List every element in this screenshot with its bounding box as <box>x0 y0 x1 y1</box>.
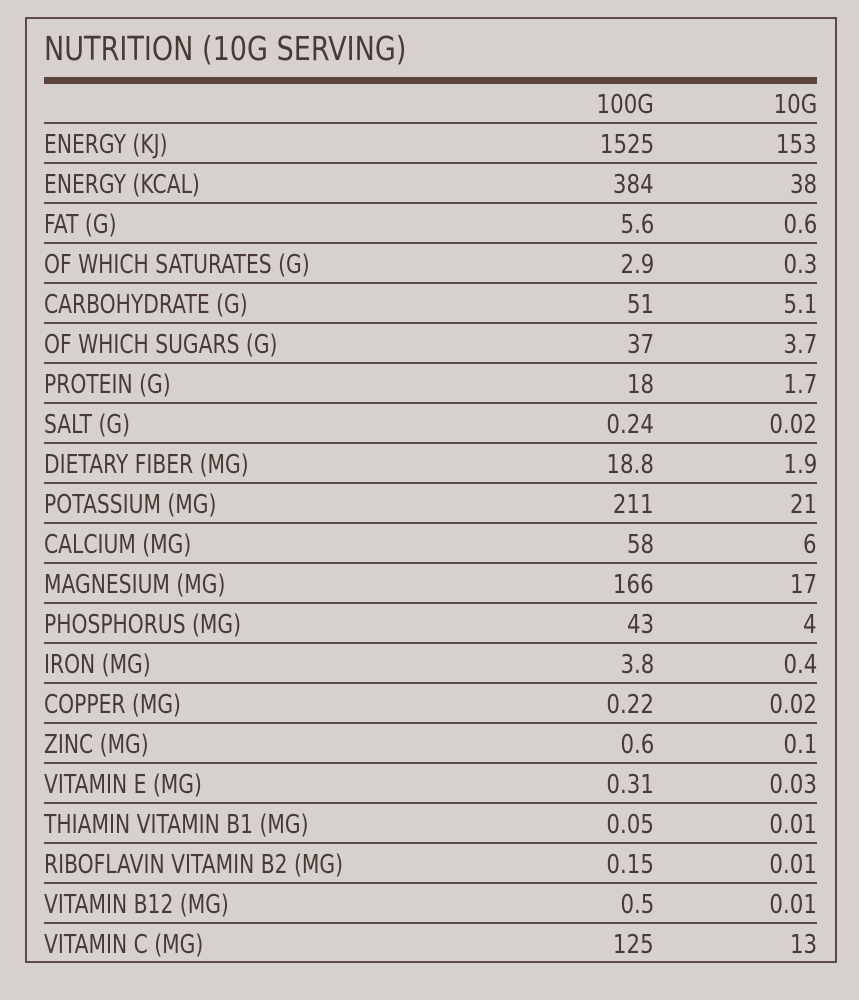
value-per-100g: 384 <box>613 170 654 200</box>
column-header-10g: 10G <box>773 90 817 120</box>
table-row <box>44 764 817 804</box>
nutrient-name: PHOSPHORUS (MG) <box>44 610 242 640</box>
nutrient-name: THIAMIN VITAMIN B1 (MG) <box>44 810 309 840</box>
table-row <box>44 644 817 684</box>
value-per-100g: 37 <box>626 330 654 360</box>
value-per-10g: 153 <box>776 130 817 160</box>
value-per-100g: 43 <box>626 610 654 640</box>
nutrient-name: COPPER (MG) <box>44 690 181 720</box>
table-row <box>44 364 817 404</box>
value-per-10g: 0.3 <box>783 250 817 280</box>
nutrient-name: SALT (G) <box>44 410 131 440</box>
value-per-100g: 18.8 <box>606 450 654 480</box>
nutrient-name: PROTEIN (G) <box>44 370 171 400</box>
value-per-10g: 0.4 <box>783 650 817 680</box>
nutrient-name: VITAMIN C (MG) <box>44 930 204 960</box>
value-per-100g: 125 <box>613 930 654 960</box>
value-per-100g: 0.22 <box>606 690 654 720</box>
nutrient-name: CALCIUM (MG) <box>44 530 192 560</box>
value-per-100g: 0.24 <box>606 410 654 440</box>
nutrient-name: OF WHICH SATURATES (G) <box>44 250 310 280</box>
table-row <box>44 924 817 962</box>
table-row <box>44 404 817 444</box>
value-per-10g: 38 <box>789 170 817 200</box>
value-per-100g: 58 <box>626 530 654 560</box>
title-divider <box>44 77 817 84</box>
table-row <box>44 684 817 724</box>
value-per-10g: 5.1 <box>783 290 817 320</box>
value-per-10g: 21 <box>789 490 817 520</box>
value-per-100g: 18 <box>626 370 654 400</box>
value-per-100g: 166 <box>613 570 654 600</box>
table-row <box>44 524 817 564</box>
nutrition-table <box>44 84 817 962</box>
value-per-100g: 0.5 <box>620 890 654 920</box>
table-row <box>44 204 817 244</box>
table-row <box>44 284 817 324</box>
table-row <box>44 444 817 484</box>
value-per-100g: 2.9 <box>620 250 654 280</box>
value-per-100g: 3.8 <box>620 650 654 680</box>
column-header-100g: 100G <box>596 90 654 120</box>
nutrient-name: CARBOHYDRATE (G) <box>44 290 248 320</box>
nutrient-name: OF WHICH SUGARS (G) <box>44 330 278 360</box>
value-per-10g: 17 <box>789 570 817 600</box>
nutrient-name: MAGNESIUM (MG) <box>44 570 226 600</box>
nutrient-name: FAT (G) <box>44 210 117 240</box>
table-row <box>44 804 817 844</box>
value-per-10g: 0.6 <box>783 210 817 240</box>
table-row <box>44 244 817 284</box>
table-row <box>44 604 817 644</box>
table-row <box>44 164 817 204</box>
value-per-10g: 0.1 <box>783 730 817 760</box>
value-per-10g: 0.01 <box>769 890 817 920</box>
nutrient-name: RIBOFLAVIN VITAMIN B2 (MG) <box>44 850 344 880</box>
value-per-10g: 0.02 <box>769 690 817 720</box>
value-per-10g: 0.01 <box>769 810 817 840</box>
nutrient-name: VITAMIN B12 (MG) <box>44 890 229 920</box>
value-per-10g: 0.01 <box>769 850 817 880</box>
value-per-10g: 0.02 <box>769 410 817 440</box>
table-row <box>44 844 817 884</box>
nutrient-name: ENERGY (KCAL) <box>44 170 200 200</box>
table-row <box>44 484 817 524</box>
value-per-10g: 1.9 <box>783 450 817 480</box>
nutrient-name: VITAMIN E (MG) <box>44 770 202 800</box>
nutrition-panel <box>25 17 837 963</box>
table-row <box>44 324 817 364</box>
value-per-100g: 1525 <box>599 130 654 160</box>
value-per-100g: 0.05 <box>606 810 654 840</box>
nutrient-name: POTASSIUM (MG) <box>44 490 217 520</box>
value-per-10g: 13 <box>789 930 817 960</box>
table-header-row <box>44 84 817 124</box>
value-per-10g: 4 <box>803 610 817 640</box>
nutrient-name: DIETARY FIBER (MG) <box>44 450 249 480</box>
value-per-10g: 0.03 <box>769 770 817 800</box>
nutrient-name: ENERGY (KJ) <box>44 130 168 160</box>
value-per-10g: 6 <box>803 530 817 560</box>
value-per-10g: 1.7 <box>783 370 817 400</box>
table-row <box>44 124 817 164</box>
value-per-100g: 5.6 <box>620 210 654 240</box>
nutrient-name: IRON (MG) <box>44 650 151 680</box>
table-row <box>44 884 817 924</box>
table-row <box>44 724 817 764</box>
value-per-100g: 0.15 <box>606 850 654 880</box>
table-row <box>44 564 817 604</box>
nutrient-name: ZINC (MG) <box>44 730 149 760</box>
value-per-10g: 3.7 <box>783 330 817 360</box>
value-per-100g: 211 <box>613 490 654 520</box>
value-per-100g: 0.6 <box>620 730 654 760</box>
nutrition-title: NUTRITION (10G SERVING) <box>44 29 407 68</box>
value-per-100g: 51 <box>626 290 654 320</box>
value-per-100g: 0.31 <box>606 770 654 800</box>
